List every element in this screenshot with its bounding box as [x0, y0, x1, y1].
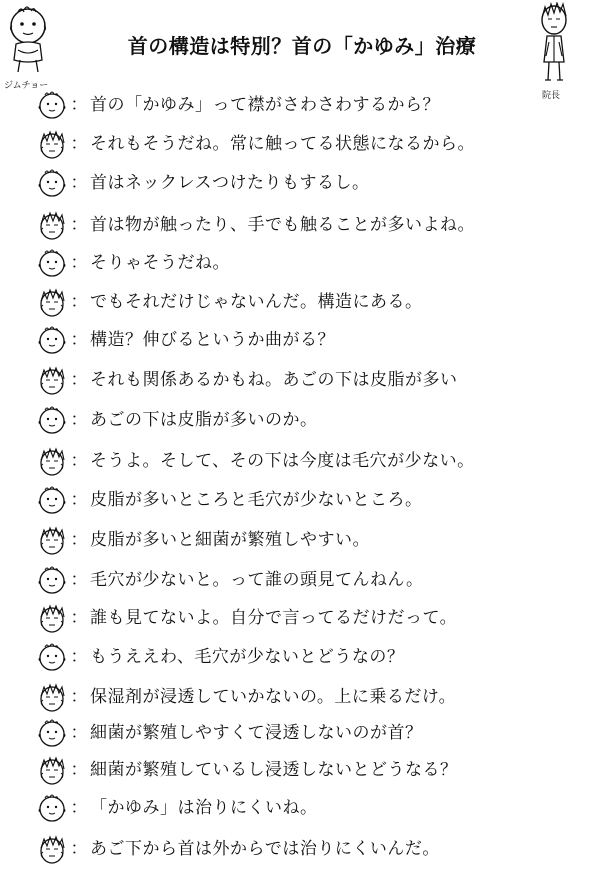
- speaker-colon: ：: [70, 215, 88, 235]
- dialogue-line: [0, 88, 605, 122]
- jimcho-face-icon: [34, 793, 70, 823]
- speaker-colon: ：: [70, 410, 88, 430]
- dialogue-text: あご下から首は外からでは治りにくいんだ。: [90, 839, 440, 859]
- dialogue-text: 細菌が繁殖しているし浸透しないとどうなる？: [90, 760, 458, 780]
- jimcho-face-icon: [34, 718, 70, 748]
- dialogue-line: [0, 680, 605, 714]
- dialogue-text: 毛穴が少ないと。って誰の頭見てんねん。: [90, 570, 424, 590]
- dialogue-text: それもそうだね。常に触ってる状態になるから。: [90, 134, 475, 154]
- incho-face-icon: [34, 365, 70, 395]
- incho-face-icon: [34, 603, 70, 633]
- dialogue-text: あごの下は皮脂が多いのか。: [90, 410, 318, 430]
- speaker-colon: ：: [70, 723, 88, 743]
- dialogue-text: 首の「かゆみ」って襟がさわさわするから？: [90, 95, 440, 115]
- incho-face-icon: [34, 525, 70, 555]
- incho-face-icon: [34, 682, 70, 712]
- dialogue-text: 皮脂が多いところと毛穴が少ないところ。: [90, 490, 423, 510]
- dialogue-line: [0, 716, 605, 750]
- dialogue-line: [0, 601, 605, 635]
- dialogue-text: 細菌が繁殖しやすくて浸透しないのが首？: [90, 723, 423, 743]
- incho-face-icon: [34, 129, 70, 159]
- dialogue-line: [0, 363, 605, 397]
- jimcho-face-icon: [34, 565, 70, 595]
- dialogue-line: [0, 166, 605, 200]
- dialogue-line: [0, 753, 605, 787]
- dialogue-text: 保湿剤が浸透していかないの。上に乗るだけ。: [90, 687, 457, 707]
- speaker-colon: ：: [70, 839, 88, 859]
- speaker-colon: ：: [70, 134, 88, 154]
- incho-face-icon: [34, 210, 70, 240]
- dialogue-line: [0, 563, 605, 597]
- speaker-colon: ：: [70, 687, 88, 707]
- speaker-colon: ：: [70, 647, 88, 667]
- speaker-colon: ：: [70, 253, 88, 273]
- dialogue-text: 構造？伸びるというか曲がる？: [90, 330, 335, 350]
- dialogue-text: でもそれだけじゃないんだ。構造にある。: [90, 292, 423, 312]
- dialogue-line: [0, 246, 605, 280]
- dialogue-line: [0, 285, 605, 319]
- dialogue-line: [0, 208, 605, 242]
- dialogue-line: [0, 127, 605, 161]
- dialogue-line: [0, 323, 605, 357]
- jimcho-label: ジムチョー: [4, 81, 49, 91]
- speaker-colon: ：: [70, 370, 88, 390]
- dialogue-text: 首はネックレスつけたりもするし。: [90, 173, 370, 193]
- speaker-colon: ：: [70, 173, 88, 193]
- speaker-colon: ：: [70, 608, 88, 628]
- dialogue-line: [0, 483, 605, 517]
- jimcho-face-icon: [34, 405, 70, 435]
- jimcho-face-icon: [34, 248, 70, 278]
- jimcho-face-icon: [34, 642, 70, 672]
- dialogue-text: 誰も見てないよ。自分で言ってるだけだって。: [90, 608, 458, 628]
- speaker-colon: ：: [70, 292, 88, 312]
- speaker-colon: ：: [70, 530, 88, 550]
- dialogue-text: 「かゆみ」は治りにくいね。: [90, 798, 318, 818]
- speaker-colon: ：: [70, 570, 88, 590]
- jimcho-face-icon: [34, 485, 70, 515]
- dialogue-line: [0, 832, 605, 866]
- incho-face-icon: [34, 834, 70, 864]
- speaker-colon: ：: [70, 760, 88, 780]
- dialogue-line: [0, 403, 605, 437]
- speaker-colon: ：: [70, 330, 88, 350]
- speaker-colon: ：: [70, 490, 88, 510]
- dialogue-text: もうええわ、毛穴が少ないとどうなの？: [90, 647, 405, 667]
- speaker-colon: ：: [70, 798, 88, 818]
- jimcho-face-icon: [34, 168, 70, 198]
- jimcho-face-icon: [34, 325, 70, 355]
- dialogue-text: そりゃそうだね。: [90, 253, 230, 273]
- incho-character-icon: [536, 2, 572, 84]
- jimcho-face-icon: [34, 90, 70, 120]
- dialogue-line: [0, 640, 605, 674]
- jimcho-character-icon: [4, 4, 54, 76]
- incho-face-icon: [34, 755, 70, 785]
- dialogue-text: 首は物が触ったり、手でも触ることが多いよね。: [90, 215, 475, 235]
- dialogue-line: [0, 444, 605, 478]
- incho-label: 院長: [542, 91, 561, 101]
- incho-face-icon: [34, 446, 70, 476]
- dialogue-line: [0, 523, 605, 557]
- speaker-colon: ：: [70, 95, 88, 115]
- page-title: 首の構造は特別？首の「かゆみ」治療: [127, 34, 477, 58]
- dialogue-line: [0, 791, 605, 825]
- dialogue-text: それも関係あるかもね。あごの下は皮脂が多い: [90, 370, 458, 390]
- speaker-colon: ：: [70, 451, 88, 471]
- dialogue-text: 皮脂が多いと細菌が繁殖しやすい。: [90, 530, 370, 550]
- dialogue-text: そうよ。そして、その下は今度は毛穴が少ない。: [90, 451, 475, 471]
- incho-face-icon: [34, 287, 70, 317]
